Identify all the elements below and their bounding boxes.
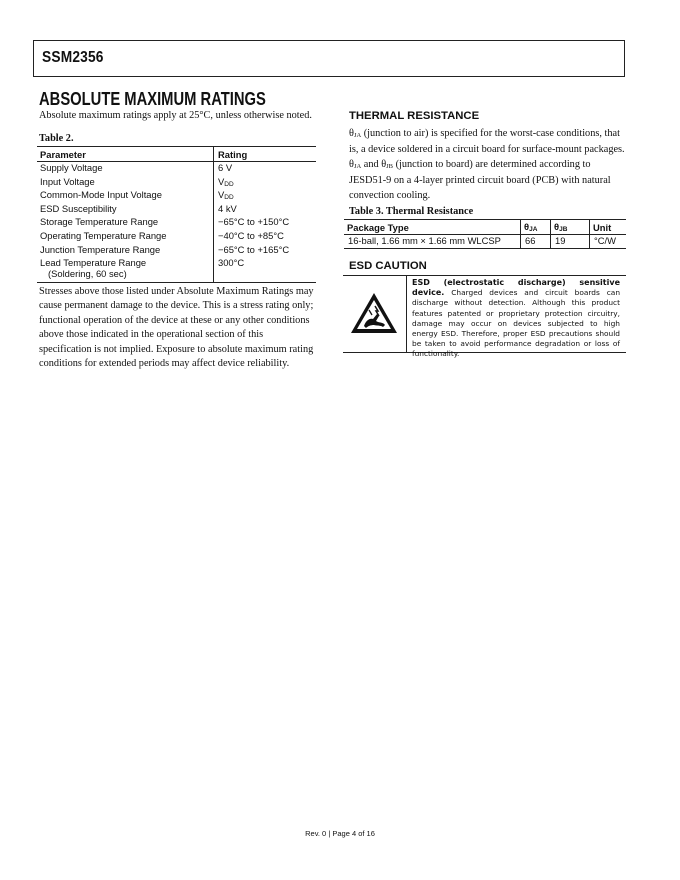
thermal-text-2: (junction to board) are determined according to JESD51-9 on a 4-layer printed circuit board (PCB) with natural convection cooling. bbox=[349, 158, 611, 201]
stress-note: Stresses above those listed under Absolute Maximum Ratings may cause permanent damage to the device. This is a stress rating only; functional operation of the device at these or any other conditions above those indicated in the operational section of this specification is not implied. Exposure to absolute maximum rating conditions for extended periods may affect device reliability. bbox=[39, 286, 314, 370]
esd-title: ESD CAUTION bbox=[349, 260, 427, 272]
thermal-text-and: and bbox=[361, 158, 382, 170]
column-header-package: Package Type bbox=[344, 220, 521, 235]
page-footer: Rev. 0 | Page 4 of 16 bbox=[305, 829, 375, 838]
param-line2: (Soldering, 60 sec) bbox=[48, 268, 127, 280]
theta-symbol: θ bbox=[554, 221, 560, 232]
rating-cell: −40°C to +85°C bbox=[218, 229, 284, 241]
table-row bbox=[37, 189, 316, 203]
theta-symbol: θ bbox=[524, 221, 530, 232]
section-title: ABSOLUTE MAXIMUM RATINGS bbox=[39, 89, 266, 109]
table3-caption: Table 3. Thermal Resistance bbox=[349, 206, 474, 217]
ja-subscript: JA bbox=[353, 132, 362, 139]
table-header-row bbox=[37, 147, 316, 162]
theta-symbol: θ bbox=[381, 158, 387, 170]
param-cell: Operating Temperature Range bbox=[37, 230, 214, 244]
part-number: SSM2356 bbox=[42, 49, 104, 66]
rating-cell: 4 kV bbox=[218, 202, 237, 214]
esd-heading: ESD (electrostatic discharge) sensitive device. bbox=[412, 278, 620, 298]
table-row bbox=[37, 230, 316, 244]
rating-value: V bbox=[218, 175, 225, 187]
table-row bbox=[37, 162, 316, 176]
package-cell: 16-ball, 1.66 mm × 1.66 mm WLCSP bbox=[344, 235, 521, 249]
esd-text bbox=[412, 278, 620, 360]
table-row bbox=[37, 244, 316, 258]
absolute-max-ratings-table bbox=[37, 146, 316, 283]
param-line1: Lead Temperature Range bbox=[40, 257, 147, 269]
param-cell: Input Voltage bbox=[37, 176, 214, 190]
table-row bbox=[37, 176, 316, 190]
esd-icon-cell bbox=[343, 276, 407, 352]
thermal-text-1: (junction to air) is specified for the worst-case conditions, that is, a device soldered in a circuit board for surface-mount packages. bbox=[349, 128, 625, 156]
esd-body: Charged devices and circuit boards can discharge without detection. Although this product features patented or proprietary protection circuitry, damage may occur on devices subjected to high energy ESD. Therefore, proper ESD precautions should be taken to avoid performance degradation or loss of functionality. bbox=[412, 288, 620, 359]
table-header-row bbox=[344, 220, 626, 235]
param-cell: ESD Susceptibility bbox=[37, 203, 214, 217]
table-row bbox=[37, 203, 316, 217]
column-header-unit: Unit bbox=[590, 220, 627, 235]
table2-caption: Table 2. bbox=[39, 133, 74, 144]
rating-cell: 300°C bbox=[218, 257, 245, 269]
thermal-resistance-table bbox=[344, 219, 626, 249]
rating-cell: −65°C to +165°C bbox=[218, 243, 290, 255]
rating-subscript: DD bbox=[224, 194, 234, 202]
jb-subscript: JB bbox=[559, 226, 568, 233]
theta-ja-cell: 66 bbox=[521, 235, 551, 249]
thermal-paragraph bbox=[349, 127, 625, 203]
esd-warning-icon bbox=[350, 292, 398, 334]
param-cell: Storage Temperature Range bbox=[37, 216, 214, 230]
ja-subscript: JA bbox=[353, 162, 362, 170]
unit-cell: °C/W bbox=[594, 235, 616, 246]
rating-cell bbox=[214, 176, 317, 190]
rating-cell bbox=[214, 189, 317, 203]
rating-value: V bbox=[218, 189, 225, 201]
theta-jb-cell: 19 bbox=[551, 235, 590, 249]
jb-subscript: JB bbox=[386, 162, 393, 170]
ja-subscript: JA bbox=[529, 226, 538, 233]
column-header-parameter: Parameter bbox=[37, 147, 214, 162]
column-header-theta-jb bbox=[551, 220, 590, 235]
table-row bbox=[37, 257, 316, 283]
column-header-theta-ja bbox=[521, 220, 551, 235]
rating-subscript: DD bbox=[224, 180, 234, 188]
param-cell: Junction Temperature Range bbox=[37, 244, 214, 258]
param-cell: Supply Voltage bbox=[37, 162, 214, 176]
thermal-title: THERMAL RESISTANCE bbox=[349, 110, 480, 122]
param-cell: Common-Mode Input Voltage bbox=[37, 189, 214, 203]
rating-cell: 6 V bbox=[218, 162, 233, 173]
theta-symbol: θ bbox=[349, 128, 354, 139]
theta-symbol: θ bbox=[349, 158, 354, 170]
param-cell bbox=[37, 257, 214, 283]
esd-caution-box bbox=[343, 275, 626, 359]
intro-text: Absolute maximum ratings apply at 25°C, unless otherwise noted. bbox=[39, 110, 312, 121]
column-header-rating: Rating bbox=[214, 147, 317, 162]
table-row bbox=[344, 235, 626, 249]
rating-cell: −65°C to +150°C bbox=[218, 216, 290, 228]
table-row bbox=[37, 216, 316, 230]
header-box bbox=[33, 40, 625, 77]
